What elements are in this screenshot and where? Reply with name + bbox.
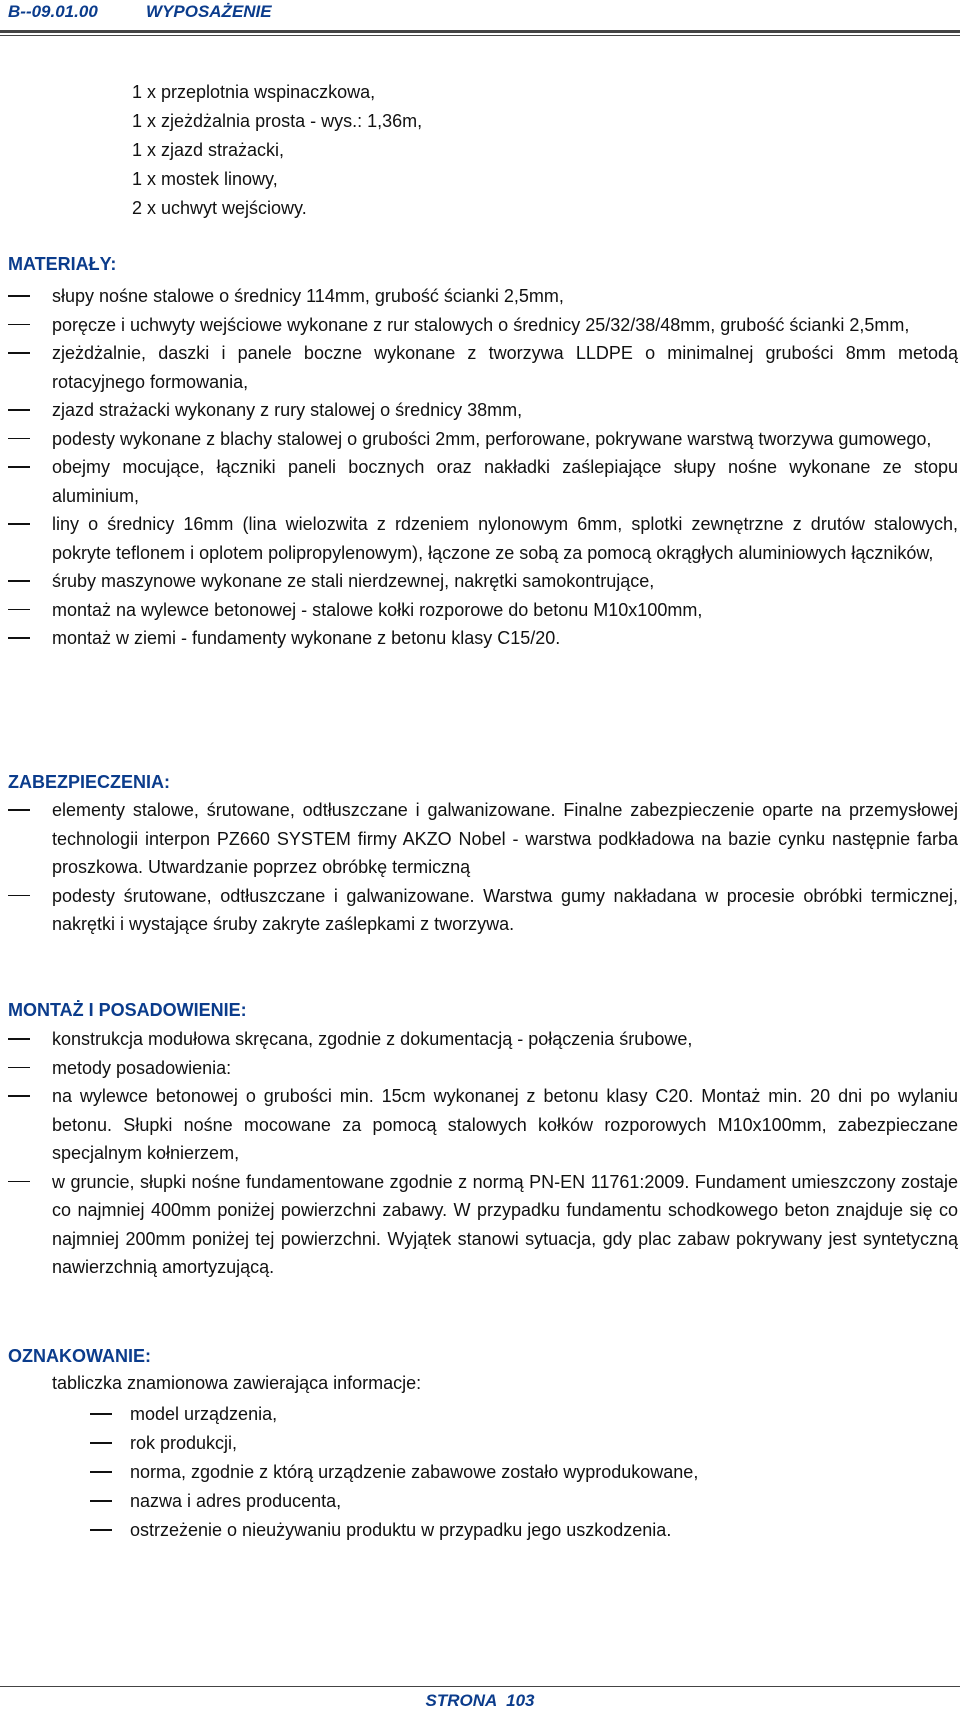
zabezpieczenia-list bbox=[8, 796, 958, 939]
list-item: 2 x uchwyt wejściowy. bbox=[132, 198, 307, 218]
list-item: konstrukcja modułowa skręcana, zgodnie z dokumentacją - połączenia śrubowe, bbox=[8, 1025, 958, 1054]
list-item: montaż w ziemi - fundamenty wykonane z betonu klasy C15/20. bbox=[8, 624, 958, 653]
page-number: STRONA 103 bbox=[425, 1691, 535, 1710]
list-item: rok produkcji, bbox=[90, 1429, 950, 1458]
list-item: elementy stalowe, śrutowane, odtłuszczane i galwanizowane. Finalne zabezpieczenie oparte na przemysłowej technologii interpon PZ660 SYSTEM firmy AKZO Nobel - warstwa podkładowa na bazie cynku następnie farba proszkowa. Utwardzanie poprzez obróbkę termiczną bbox=[8, 796, 958, 882]
list-item: obejmy mocujące, łączniki paneli bocznych oraz nakładki zaślepiające słupy nośne wykonane ze stopu aluminium, bbox=[8, 453, 958, 510]
list-item: model urządzenia, bbox=[90, 1400, 950, 1429]
section-title-montaz: MONTAŻ I POSADOWIENIE: bbox=[8, 1000, 247, 1020]
dash-bullet-icon bbox=[8, 580, 30, 582]
section-title-oznakowanie: OZNAKOWANIE: bbox=[8, 1346, 151, 1366]
list-item: na wylewce betonowej o grubości min. 15cm wykonanej z betonu klasy C20. Montaż min. 20 dni po wylaniu betonu. Słupki nośne mocowane za pomocą stalowych kołków rozporowych M10x100mm, zabezpieczane specjalnym kołnierzem, bbox=[8, 1082, 958, 1168]
dash-bullet-icon bbox=[8, 438, 30, 440]
dash-bullet-icon bbox=[90, 1500, 112, 1502]
list-item: w gruncie, słupki nośne fundamentowane zgodnie z normą PN-EN 11761:2009. Fundament umieszczony zostaje co najmniej 400mm poniżej powierzchni zabawy. W przypadku fundamentu schodkowego beton znajduje się co najmniej 200mm poniżej tej powierzchni. Wyjątek stanowi sytuacja, gdy plac zabaw pokrywany jest syntetyczną nawierzchnią amortyzującą. bbox=[8, 1168, 958, 1282]
dash-bullet-icon bbox=[8, 1095, 30, 1097]
header-rule-thin bbox=[0, 35, 960, 36]
list-item: zjazd strażacki wykonany z rury stalowej o średnicy 38mm, bbox=[8, 396, 958, 425]
list-item: zjeżdżalnie, daszki i panele boczne wykonane z tworzywa LLDPE o minimalnej grubości 8mm metodą rotacyjnego formowania, bbox=[8, 339, 958, 396]
list-item: liny o średnicy 16mm (lina wielozwita z rdzeniem nylonowym 6mm, splotki zewnętrzne z drutów stalowych, pokryte teflonem i oplotem polipropylenowym), łączone ze sobą za pomocą okrągłych aluminiowych łączników, bbox=[8, 510, 958, 567]
list-item: podesty śrutowane, odtłuszczane i galwanizowane. Warstwa gumy nakładana w procesie obróbki termicznej, nakrętki i wystające śruby zakryte zaślepkami z tworzywa. bbox=[8, 882, 958, 939]
list-item: 1 x zjeżdżalnia prosta - wys.: 1,36m, bbox=[132, 111, 423, 131]
list-item: słupy nośne stalowe o średnicy 114mm, grubość ścianki 2,5mm, bbox=[8, 282, 958, 311]
list-item: nazwa i adres producenta, bbox=[90, 1487, 950, 1516]
dash-bullet-icon bbox=[8, 466, 30, 468]
list-item: norma, zgodnie z którą urządzenie zabawowe zostało wyprodukowane, bbox=[90, 1458, 950, 1487]
page-footer bbox=[0, 1686, 960, 1714]
dash-bullet-icon bbox=[90, 1471, 112, 1473]
dash-bullet-icon bbox=[8, 295, 30, 297]
dash-bullet-icon bbox=[90, 1413, 112, 1415]
header-rule-thick bbox=[0, 30, 960, 33]
dash-bullet-icon bbox=[8, 1181, 30, 1183]
list-item: 1 x mostek linowy, bbox=[132, 169, 278, 189]
list-item: metody posadowienia: bbox=[8, 1054, 958, 1083]
dash-bullet-icon bbox=[8, 809, 30, 811]
dash-bullet-icon bbox=[90, 1442, 112, 1444]
list-item: podesty wykonane z blachy stalowej o grubości 2mm, perforowane, pokrywane warstwą tworzywa gumowego, bbox=[8, 425, 958, 454]
dash-bullet-icon bbox=[8, 324, 30, 326]
list-item: montaż na wylewce betonowej - stalowe kołki rozporowe do betonu M10x100mm, bbox=[8, 596, 958, 625]
list-item: 1 x zjazd strażacki, bbox=[132, 140, 285, 160]
dash-bullet-icon bbox=[8, 1067, 30, 1069]
materialy-list bbox=[8, 282, 958, 653]
dash-bullet-icon bbox=[8, 637, 30, 639]
oznakowanie-list bbox=[90, 1400, 950, 1545]
section-title-materialy: MATERIAŁY: bbox=[8, 254, 117, 274]
list-item: śruby maszynowe wykonane ze stali nierdzewnej, nakrętki samokontrujące, bbox=[8, 567, 958, 596]
montaz-list bbox=[8, 1025, 958, 1282]
section-title-zabezpieczenia: ZABEZPIECZENIA: bbox=[8, 772, 170, 792]
dash-bullet-icon bbox=[8, 1038, 30, 1040]
dash-bullet-icon bbox=[8, 352, 30, 354]
page-header bbox=[0, 0, 960, 40]
dash-bullet-icon bbox=[8, 895, 30, 897]
dash-bullet-icon bbox=[90, 1529, 112, 1531]
footer-rule bbox=[0, 1686, 960, 1687]
equipment-list bbox=[132, 78, 422, 223]
dash-bullet-icon bbox=[8, 409, 30, 411]
list-item: poręcze i uchwyty wejściowe wykonane z rur stalowych o średnicy 25/32/38/48mm, grubość ścianki 2,5mm, bbox=[8, 311, 958, 340]
dash-bullet-icon bbox=[8, 523, 30, 525]
dash-bullet-icon bbox=[8, 609, 30, 611]
document-code: B--09.01.00 bbox=[8, 2, 98, 21]
list-item: ostrzeżenie o nieużywaniu produktu w przypadku jego uszkodzenia. bbox=[90, 1516, 950, 1545]
header-title: WYPOSAŻENIE bbox=[146, 2, 272, 21]
list-item: 1 x przeplotnia wspinaczkowa, bbox=[132, 82, 376, 102]
oznakowanie-label: tabliczka znamionowa zawierająca informacje: bbox=[52, 1373, 422, 1393]
